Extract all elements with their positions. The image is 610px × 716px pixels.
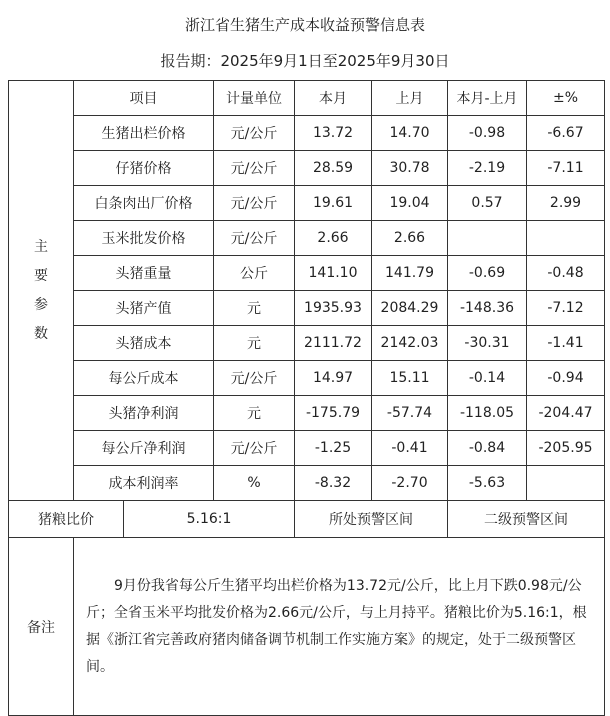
cell-last-month: 19.04	[372, 186, 448, 221]
cell-diff	[448, 221, 527, 256]
note-label: 备注	[9, 538, 74, 716]
cell-pct: -0.94	[527, 361, 605, 396]
cell-this-month: 14.97	[295, 361, 372, 396]
table-row	[9, 256, 605, 291]
cell-diff: -5.63	[448, 466, 527, 501]
cell-last-month: -57.74	[372, 396, 448, 431]
side-char: 主	[34, 238, 48, 255]
cell-diff: -0.14	[448, 361, 527, 396]
side-label	[9, 81, 74, 501]
table-body	[9, 81, 605, 716]
cell-item-name: 玉米批发价格	[74, 221, 214, 256]
cell-this-month: 2111.72	[295, 326, 372, 361]
side-char: 要	[34, 267, 48, 284]
cell-pct: -204.47	[527, 396, 605, 431]
header-diff: 本月-上月	[448, 81, 527, 116]
ratio-value: 5.16:1	[124, 501, 295, 538]
cell-item-name: 头猪产值	[74, 291, 214, 326]
table-row	[9, 186, 605, 221]
cell-pct: -0.48	[527, 256, 605, 291]
note-content	[74, 538, 605, 716]
cell-unit: 元/公斤	[214, 151, 295, 186]
cell-this-month: -1.25	[295, 431, 372, 466]
cell-unit: %	[214, 466, 295, 501]
zone-value: 二级预警区间	[448, 501, 605, 538]
cell-last-month: 141.79	[372, 256, 448, 291]
header-unit: 计量单位	[214, 81, 295, 116]
cell-diff: -0.69	[448, 256, 527, 291]
side-char: 数	[34, 325, 48, 342]
ratio-row	[9, 501, 605, 538]
zone-label: 所处预警区间	[295, 501, 448, 538]
cell-diff: -148.36	[448, 291, 527, 326]
cell-last-month: 30.78	[372, 151, 448, 186]
cell-item-name: 仔猪价格	[74, 151, 214, 186]
cell-item-name: 白条肉出厂价格	[74, 186, 214, 221]
cell-unit: 元/公斤	[214, 431, 295, 466]
table-row	[9, 291, 605, 326]
cell-last-month: 2084.29	[372, 291, 448, 326]
cell-diff: -2.19	[448, 151, 527, 186]
cell-pct: 2.99	[527, 186, 605, 221]
header-pct: ±%	[527, 81, 605, 116]
header-this-month: 本月	[295, 81, 372, 116]
table-row	[9, 361, 605, 396]
cell-item-name: 头猪成本	[74, 326, 214, 361]
cell-this-month: 19.61	[295, 186, 372, 221]
cell-last-month: -2.70	[372, 466, 448, 501]
table-row	[9, 466, 605, 501]
cell-unit: 公斤	[214, 256, 295, 291]
side-char: 参	[34, 296, 48, 313]
note-row	[9, 538, 605, 716]
cell-this-month: 2.66	[295, 221, 372, 256]
cell-this-month: -175.79	[295, 396, 372, 431]
cell-item-name: 生猪出栏价格	[74, 116, 214, 151]
cell-last-month: 15.11	[372, 361, 448, 396]
note-text: 9月份我省每公斤生猪平均出栏价格为13.72元/公斤，比上月下跌0.98元/公斤；全省玉米平均批发价格为2.66元/公斤，与上月持平。猪粮比价为5.16:1，根据《浙江省完善政府猪肉储备调节机制工作实施方案》的规定，处于二级预警区间。	[86, 577, 587, 675]
cell-diff: 0.57	[448, 186, 527, 221]
cell-item-name: 头猪重量	[74, 256, 214, 291]
table-row	[9, 151, 605, 186]
cell-unit: 元/公斤	[214, 361, 295, 396]
cell-pct: -6.67	[527, 116, 605, 151]
cell-pct: -7.12	[527, 291, 605, 326]
cell-unit: 元/公斤	[214, 221, 295, 256]
cell-last-month: 2.66	[372, 221, 448, 256]
table-row	[9, 396, 605, 431]
cell-unit: 元	[214, 291, 295, 326]
header-last-month: 上月	[372, 81, 448, 116]
cell-this-month: 141.10	[295, 256, 372, 291]
cell-last-month: -0.41	[372, 431, 448, 466]
cell-diff: -118.05	[448, 396, 527, 431]
cell-diff: -0.84	[448, 431, 527, 466]
cell-this-month: 28.59	[295, 151, 372, 186]
report-period: 报告期：2025年9月1日至2025年9月30日	[160, 52, 450, 70]
cell-last-month: 14.70	[372, 116, 448, 151]
cell-this-month: -8.32	[295, 466, 372, 501]
cell-item-name: 每公斤成本	[74, 361, 214, 396]
cell-item-name: 每公斤净利润	[74, 431, 214, 466]
cell-unit: 元	[214, 396, 295, 431]
header-item: 项目	[74, 81, 214, 116]
cell-pct	[527, 466, 605, 501]
cell-this-month: 1935.93	[295, 291, 372, 326]
cell-pct	[527, 221, 605, 256]
cell-unit: 元	[214, 326, 295, 361]
cell-last-month: 2142.03	[372, 326, 448, 361]
cell-pct: -7.11	[527, 151, 605, 186]
table-row	[9, 116, 605, 151]
warning-table	[8, 80, 605, 716]
ratio-label: 猪粮比价	[9, 501, 124, 538]
table-row	[9, 431, 605, 466]
cell-item-name: 成本利润率	[74, 466, 214, 501]
cell-unit: 元/公斤	[214, 116, 295, 151]
table-row	[9, 326, 605, 361]
cell-unit: 元/公斤	[214, 186, 295, 221]
page-title: 浙江省生猪生产成本收益预警信息表	[184, 16, 425, 34]
header-row	[9, 81, 605, 116]
cell-diff: -30.31	[448, 326, 527, 361]
cell-pct: -1.41	[527, 326, 605, 361]
table-row	[9, 221, 605, 256]
cell-diff: -0.98	[448, 116, 527, 151]
cell-pct: -205.95	[527, 431, 605, 466]
cell-item-name: 头猪净利润	[74, 396, 214, 431]
cell-this-month: 13.72	[295, 116, 372, 151]
